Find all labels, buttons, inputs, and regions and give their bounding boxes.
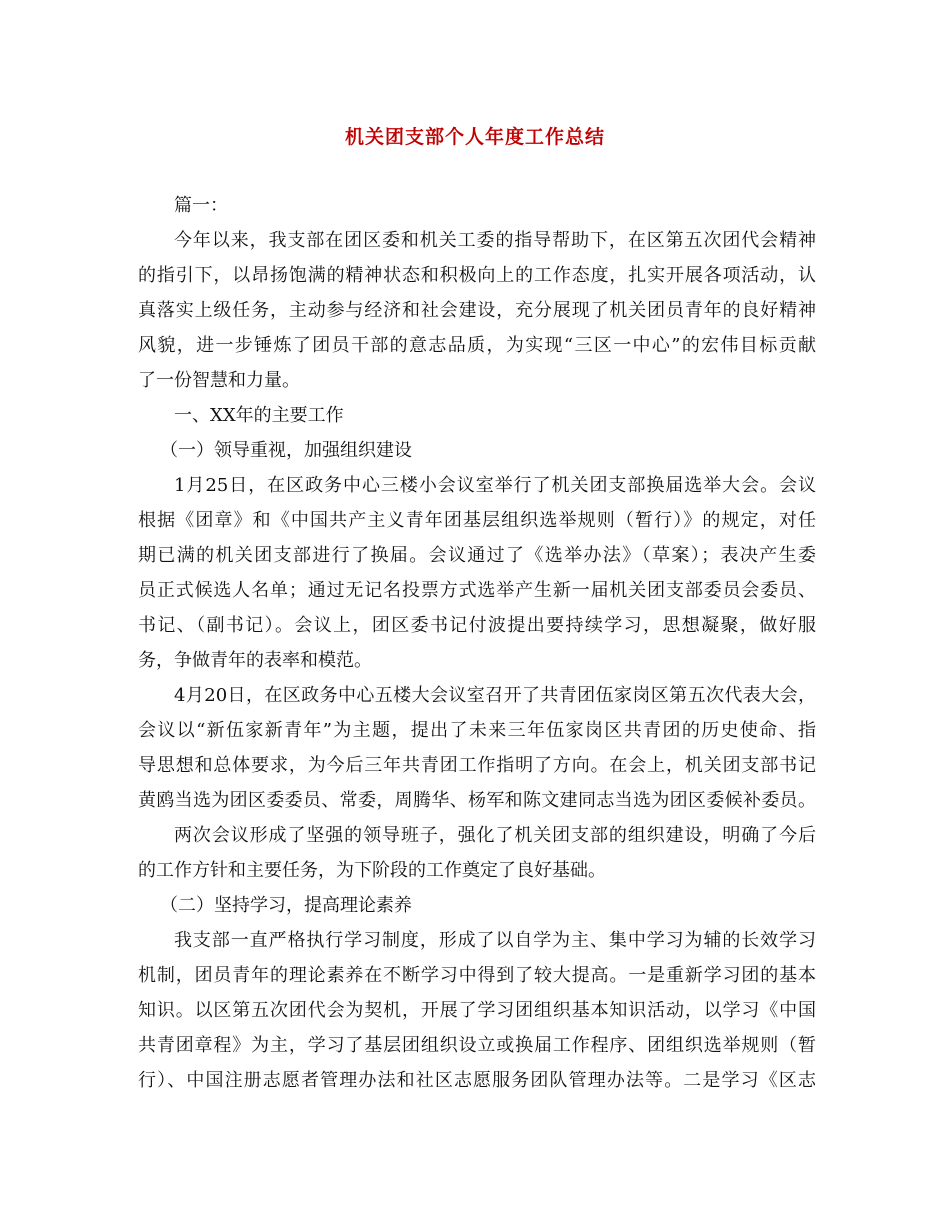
text-line: 机制，团员青年的理论素养在不断学习中得到了较大提高。一是重新学习团的基本 bbox=[138, 965, 816, 986]
text-line: 篇一： bbox=[174, 195, 228, 216]
text-line: 务，争做青年的表率和模范。 bbox=[138, 650, 372, 671]
text-line: 会议以“新伍家新青年”为主题，提出了未来三年伍家岗区共青团的历史使命、指 bbox=[138, 720, 816, 741]
text-line: 的指引下，以昂扬饱满的精神状态和积极向上的工作态度，扎实开展各项活动，认 bbox=[138, 265, 816, 286]
document-body bbox=[138, 188, 816, 1098]
text-line: 一、XX年的主要工作 bbox=[174, 405, 344, 426]
text-line: 员正式候选人名单；通过无记名投票方式选举产生新一届机关团支部委员会委员、 bbox=[138, 580, 816, 601]
text-line: 行）、中国注册志愿者管理办法和社区志愿服务团队管理办法等。二是学习《区志 bbox=[138, 1070, 816, 1091]
text-line: 的工作方针和主要任务，为下阶段的工作奠定了良好基础。 bbox=[138, 860, 606, 881]
text-line: 共青团章程》为主，学习了基层团组织设立或换届工作程序、团组织选举规则（暂 bbox=[138, 1035, 816, 1056]
text-line: 知识。以区第五次团代会为契机，开展了学习团组织基本知识活动，以学习《中国 bbox=[138, 1000, 816, 1021]
text-line: 两次会议形成了坚强的领导班子，强化了机关团支部的组织建设，明确了今后 bbox=[174, 825, 816, 846]
text-line: 1月25日，在区政务中心三楼小会议室举行了机关团支部换届选举大会。会议 bbox=[174, 475, 816, 496]
text-line: 根据《团章》和《中国共产主义青年团基层组织选举规则（暂行）》的规定，对任 bbox=[138, 510, 816, 531]
text-line: 今年以来，我支部在团区委和机关工委的指导帮助下，在区第五次团代会精神 bbox=[174, 230, 816, 251]
text-line: （一）领导重视，加强组织建设 bbox=[160, 440, 412, 461]
text-line: 书记、（副书记）。会议上，团区委书记付波提出要持续学习，思想凝聚，做好服 bbox=[138, 615, 816, 636]
text-line: 4月20日，在区政务中心五楼大会议室召开了共青团伍家岗区第五次代表大会， bbox=[174, 685, 816, 706]
text-line: 了一份智慧和力量。 bbox=[138, 370, 300, 391]
text-line: 我支部一直严格执行学习制度，形成了以自学为主、集中学习为辅的长效学习 bbox=[174, 930, 816, 951]
text-line: （二）坚持学习，提高理论素养 bbox=[160, 895, 412, 916]
text-line: 期已满的机关团支部进行了换届。会议通过了《选举办法》（草案）；表决产生委 bbox=[138, 545, 816, 566]
document-title: 机关团支部个人年度工作总结 bbox=[344, 126, 605, 148]
text-line: 导思想和总体要求，为今后三年共青团工作指明了方向。在会上，机关团支部书记 bbox=[138, 755, 816, 776]
text-line: 黄鸥当选为团区委委员、常委，周腾华、杨军和陈文建同志当选为团区委候补委员。 bbox=[138, 790, 816, 811]
text-line: 风貌，进一步锤炼了团员干部的意志品质，为实现“三区一中心”的宏伟目标贡献 bbox=[138, 335, 816, 356]
text-line: 真落实上级任务，主动参与经济和社会建设，充分展现了机关团员青年的良好精神 bbox=[138, 300, 816, 321]
